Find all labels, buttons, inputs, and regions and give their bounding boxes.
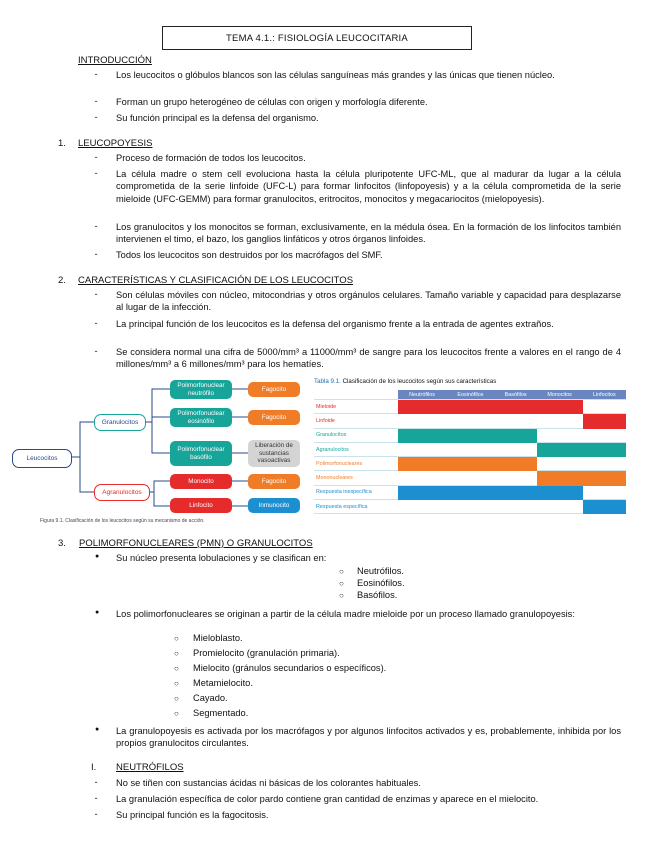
node-inmunocito: Inmunocito: [248, 498, 300, 513]
dash-marker: -: [94, 346, 98, 356]
subsection-number: I.: [91, 762, 97, 773]
circle-marker: ○: [174, 709, 179, 718]
node-granulocitos: Granulocitos: [94, 414, 146, 431]
s2-bullet: La principal función de los leucocitos es la defensa del organismo frente a la entrada de agentes extraños.: [116, 319, 554, 329]
dash-marker: -: [94, 777, 98, 787]
table-cell-filled: [398, 428, 446, 442]
circle-marker: ○: [174, 679, 179, 688]
table-cell-filled: [583, 500, 626, 514]
table-header-cell: Basófilos: [495, 390, 537, 400]
table-row-label: Respuesta específica: [314, 500, 398, 514]
table-row: [314, 414, 626, 428]
s1-bullet: Todos los leucocitos son destruidos por los macrófagos del SMF.: [116, 250, 383, 260]
table-cell-empty: [495, 442, 537, 456]
s1-bullet: La célula madre o stem cell evoluciona hasta la célula pluripotente UFC-ML, que al madurar da lugar a la célula comprometida de la serie linfoide (UFC-L) para formar linfocitos (linfopoyesis) y a la célula comprometida de la serie mieloide (UFC-GEMM) para formar granulocitos, eritrocitos, monocitos y megacariocitos (mielopoyesis).: [116, 169, 621, 204]
table-caption-prefix: Tabla 9.1.: [314, 378, 341, 385]
table-header-cell: Linfocitos: [583, 390, 626, 400]
table-row-label: Granulocitos: [314, 428, 398, 442]
s3-bullet: La granulopoyesis es activada por los macrófagos y por algunos linfocitos activados y es, probablemente, inhibida por los propios granulocitos circulantes.: [116, 726, 621, 749]
s3-subitem: Cayado.: [193, 693, 228, 703]
table-cell-empty: [537, 457, 583, 471]
neutro-bullet: No se tiñen con sustancias ácidas ni básicas de los colorantes habituales.: [116, 778, 421, 788]
table-cell-empty: [583, 400, 626, 414]
intro-bullet: Los leucocitos o glóbulos blancos son las células sanguíneas más grandes y las únicas que tienen núcleo.: [116, 70, 555, 80]
table-cell-filled: [583, 414, 626, 428]
circle-marker: ○: [174, 664, 179, 673]
section-number: 3.: [58, 538, 66, 549]
table-row: [314, 457, 626, 471]
table-cell-empty: [398, 414, 446, 428]
table-cell-filled: [495, 457, 537, 471]
table-cell-empty: [446, 414, 495, 428]
table-cell-empty: [583, 457, 626, 471]
circle-marker: ○: [339, 591, 344, 600]
section-heading: POLIMORFONUCLEARES (PMN) O GRANULOCITOS: [79, 538, 313, 549]
circle-marker: ○: [174, 634, 179, 643]
s3-subitem: Segmentado.: [193, 708, 249, 718]
node-liberacion: Liberación de sustancias vasoactivas: [248, 440, 300, 467]
dot-marker: ●: [95, 609, 100, 616]
table-cell-filled: [495, 428, 537, 442]
table-cell-filled: [583, 471, 626, 485]
intro-heading: INTRODUCCIÓN: [78, 55, 152, 66]
dot-marker: ●: [95, 726, 100, 733]
section-heading: LEUCOPOYESIS: [78, 138, 153, 149]
table-cell-empty: [537, 414, 583, 428]
table-cell-filled: [495, 400, 537, 414]
node-linfocito: Linfocito: [170, 498, 232, 513]
table-row: [314, 400, 626, 414]
table-row: [314, 471, 626, 485]
table-row-label: Respuesta inespecífica: [314, 485, 398, 499]
table-cell-empty: [495, 414, 537, 428]
s3-subitem: Mielocito (gránulos secundarios o específicos).: [193, 663, 387, 673]
s3-subitem: Promielocito (granulación primaria).: [193, 648, 340, 658]
dot-marker: ●: [95, 553, 100, 560]
node-fagocito: Fagocito: [248, 474, 300, 489]
table-cell-filled: [446, 457, 495, 471]
table-caption: [314, 378, 496, 385]
table-cell-empty: [495, 500, 537, 514]
table-header-cell: Neutrófilos: [398, 390, 446, 400]
table-cell-empty: [446, 442, 495, 456]
table-row-label: Agranulocitos: [314, 442, 398, 456]
circle-marker: ○: [174, 649, 179, 658]
table-cell-empty: [537, 500, 583, 514]
dash-marker: -: [94, 289, 98, 299]
table-cell-empty: [398, 471, 446, 485]
table-header-cell: Eosinófilos: [446, 390, 495, 400]
node-pmn-basofilo: Polimorfonuclear basófilo: [170, 441, 232, 466]
table-header-row: [314, 390, 626, 400]
table-row-label: Polimorfonucleares: [314, 457, 398, 471]
dash-marker: -: [94, 318, 98, 328]
node-fagocito: Fagocito: [248, 410, 300, 425]
table-row-label: Mononucleares: [314, 471, 398, 485]
circle-marker: ○: [339, 579, 344, 588]
intro-bullet: Su función principal es la defensa del organismo.: [116, 113, 319, 123]
s1-bullet: Proceso de formación de todos los leucocitos.: [116, 153, 306, 163]
table-cell-empty: [583, 485, 626, 499]
dash-marker: -: [94, 793, 98, 803]
dash-marker: -: [94, 152, 98, 162]
table-cell-filled: [583, 442, 626, 456]
s2-bullet: Son células móviles con núcleo, mitocondrias y otros orgánulos celulares. Tamaño variable y capacidad para desplazarse al lugar de la infección.: [116, 290, 621, 313]
s2-bullet: Se considera normal una cifra de 5000/mm³ a 11000/mm³ de sangre para los leucocitos frente a valores en el rango de 4 millones/mm³ a 6 millones/mm³ para los hematíes.: [116, 347, 621, 370]
table-header-corner: [314, 390, 398, 400]
circle-marker: ○: [174, 694, 179, 703]
table-cell-empty: [446, 471, 495, 485]
classification-table: [314, 390, 626, 514]
node-pmn-neutrofilo: Polimorfonuclear neutrófilo: [170, 380, 232, 399]
node-fagocito: Fagocito: [248, 382, 300, 397]
node-leucocitos: Leucocitos: [12, 449, 72, 468]
table-caption-text: Clasificación de los leucocitos según sus características: [342, 378, 497, 385]
dash-marker: -: [94, 249, 98, 259]
table-row-label: Mieloide: [314, 400, 398, 414]
table-row: [314, 500, 626, 514]
neutro-bullet: La granulación específica de color pardo contiene gran cantidad de enzimas y aparece en el mielocito.: [116, 794, 539, 804]
dash-marker: -: [94, 221, 98, 231]
s1-bullet: Los granulocitos y los monocitos se forman, exclusivamente, en la médula ósea. En la formación de los linfocitos también intervienen el timo, el bazo, los ganglios linfáticos y otros órganos linfoides.: [116, 222, 621, 245]
table-row-label: Linfoide: [314, 414, 398, 428]
intro-bullet: Forman un grupo heterogéneo de células con origen y morfología diferente.: [116, 97, 428, 107]
section-number: 2.: [58, 275, 66, 286]
page-title: TEMA 4.1.: FISIOLOGÍA LEUCOCITARIA: [162, 26, 472, 50]
dash-marker: -: [94, 96, 98, 106]
table-cell-empty: [398, 500, 446, 514]
table-cell-empty: [495, 471, 537, 485]
s3-bullet: Los polimorfonucleares se originan a partir de la célula madre mieloide por un proceso llamado granulopoyesis:: [116, 609, 575, 619]
dash-marker: -: [94, 168, 98, 178]
s3-bullet: Su núcleo presenta lobulaciones y se clasifican en:: [116, 553, 327, 563]
subsection-heading: NEUTRÓFILOS: [116, 762, 184, 773]
dash-marker: -: [94, 112, 98, 122]
table-cell-filled: [446, 428, 495, 442]
table-row: [314, 428, 626, 442]
table-cell-filled: [537, 471, 583, 485]
neutro-bullet: Su principal función es la fagocitosis.: [116, 810, 269, 820]
node-monocito: Monocito: [170, 474, 232, 489]
node-agranulocitos: Agranulocitos: [94, 484, 150, 501]
s3-subitem: Metamielocito.: [193, 678, 253, 688]
table-cell-empty: [583, 428, 626, 442]
s3-subitem: Eosinófilos.: [357, 578, 405, 588]
table-cell-filled: [446, 485, 495, 499]
table-cell-filled: [398, 400, 446, 414]
dash-marker: -: [94, 809, 98, 819]
s3-subitem: Mieloblasto.: [193, 633, 243, 643]
table-cell-filled: [398, 485, 446, 499]
table-cell-empty: [446, 500, 495, 514]
table-row: [314, 485, 626, 499]
figure-caption: Figura 9.1. Clasificación de los leucocitos según su mecanismo de acción.: [40, 518, 205, 524]
section-number: 1.: [58, 138, 66, 149]
table-cell-filled: [537, 442, 583, 456]
dash-marker: -: [94, 69, 98, 79]
node-pmn-eosinofilo: Polimorfonuclear eosinófilo: [170, 408, 232, 427]
circle-marker: ○: [339, 567, 344, 576]
table-row: [314, 442, 626, 456]
table-cell-filled: [495, 485, 537, 499]
table-cell-empty: [537, 428, 583, 442]
table-cell-empty: [398, 442, 446, 456]
table-cell-filled: [537, 485, 583, 499]
table-cell-filled: [446, 400, 495, 414]
s3-subitem: Basófilos.: [357, 590, 398, 600]
s3-subitem: Neutrófilos.: [357, 566, 405, 576]
table-cell-filled: [537, 400, 583, 414]
section-heading: CARACTERÍSTICAS Y CLASIFICACIÓN DE LOS LEUCOCITOS: [78, 275, 354, 286]
table-header-cell: Monocitos: [537, 390, 583, 400]
table-cell-filled: [398, 457, 446, 471]
